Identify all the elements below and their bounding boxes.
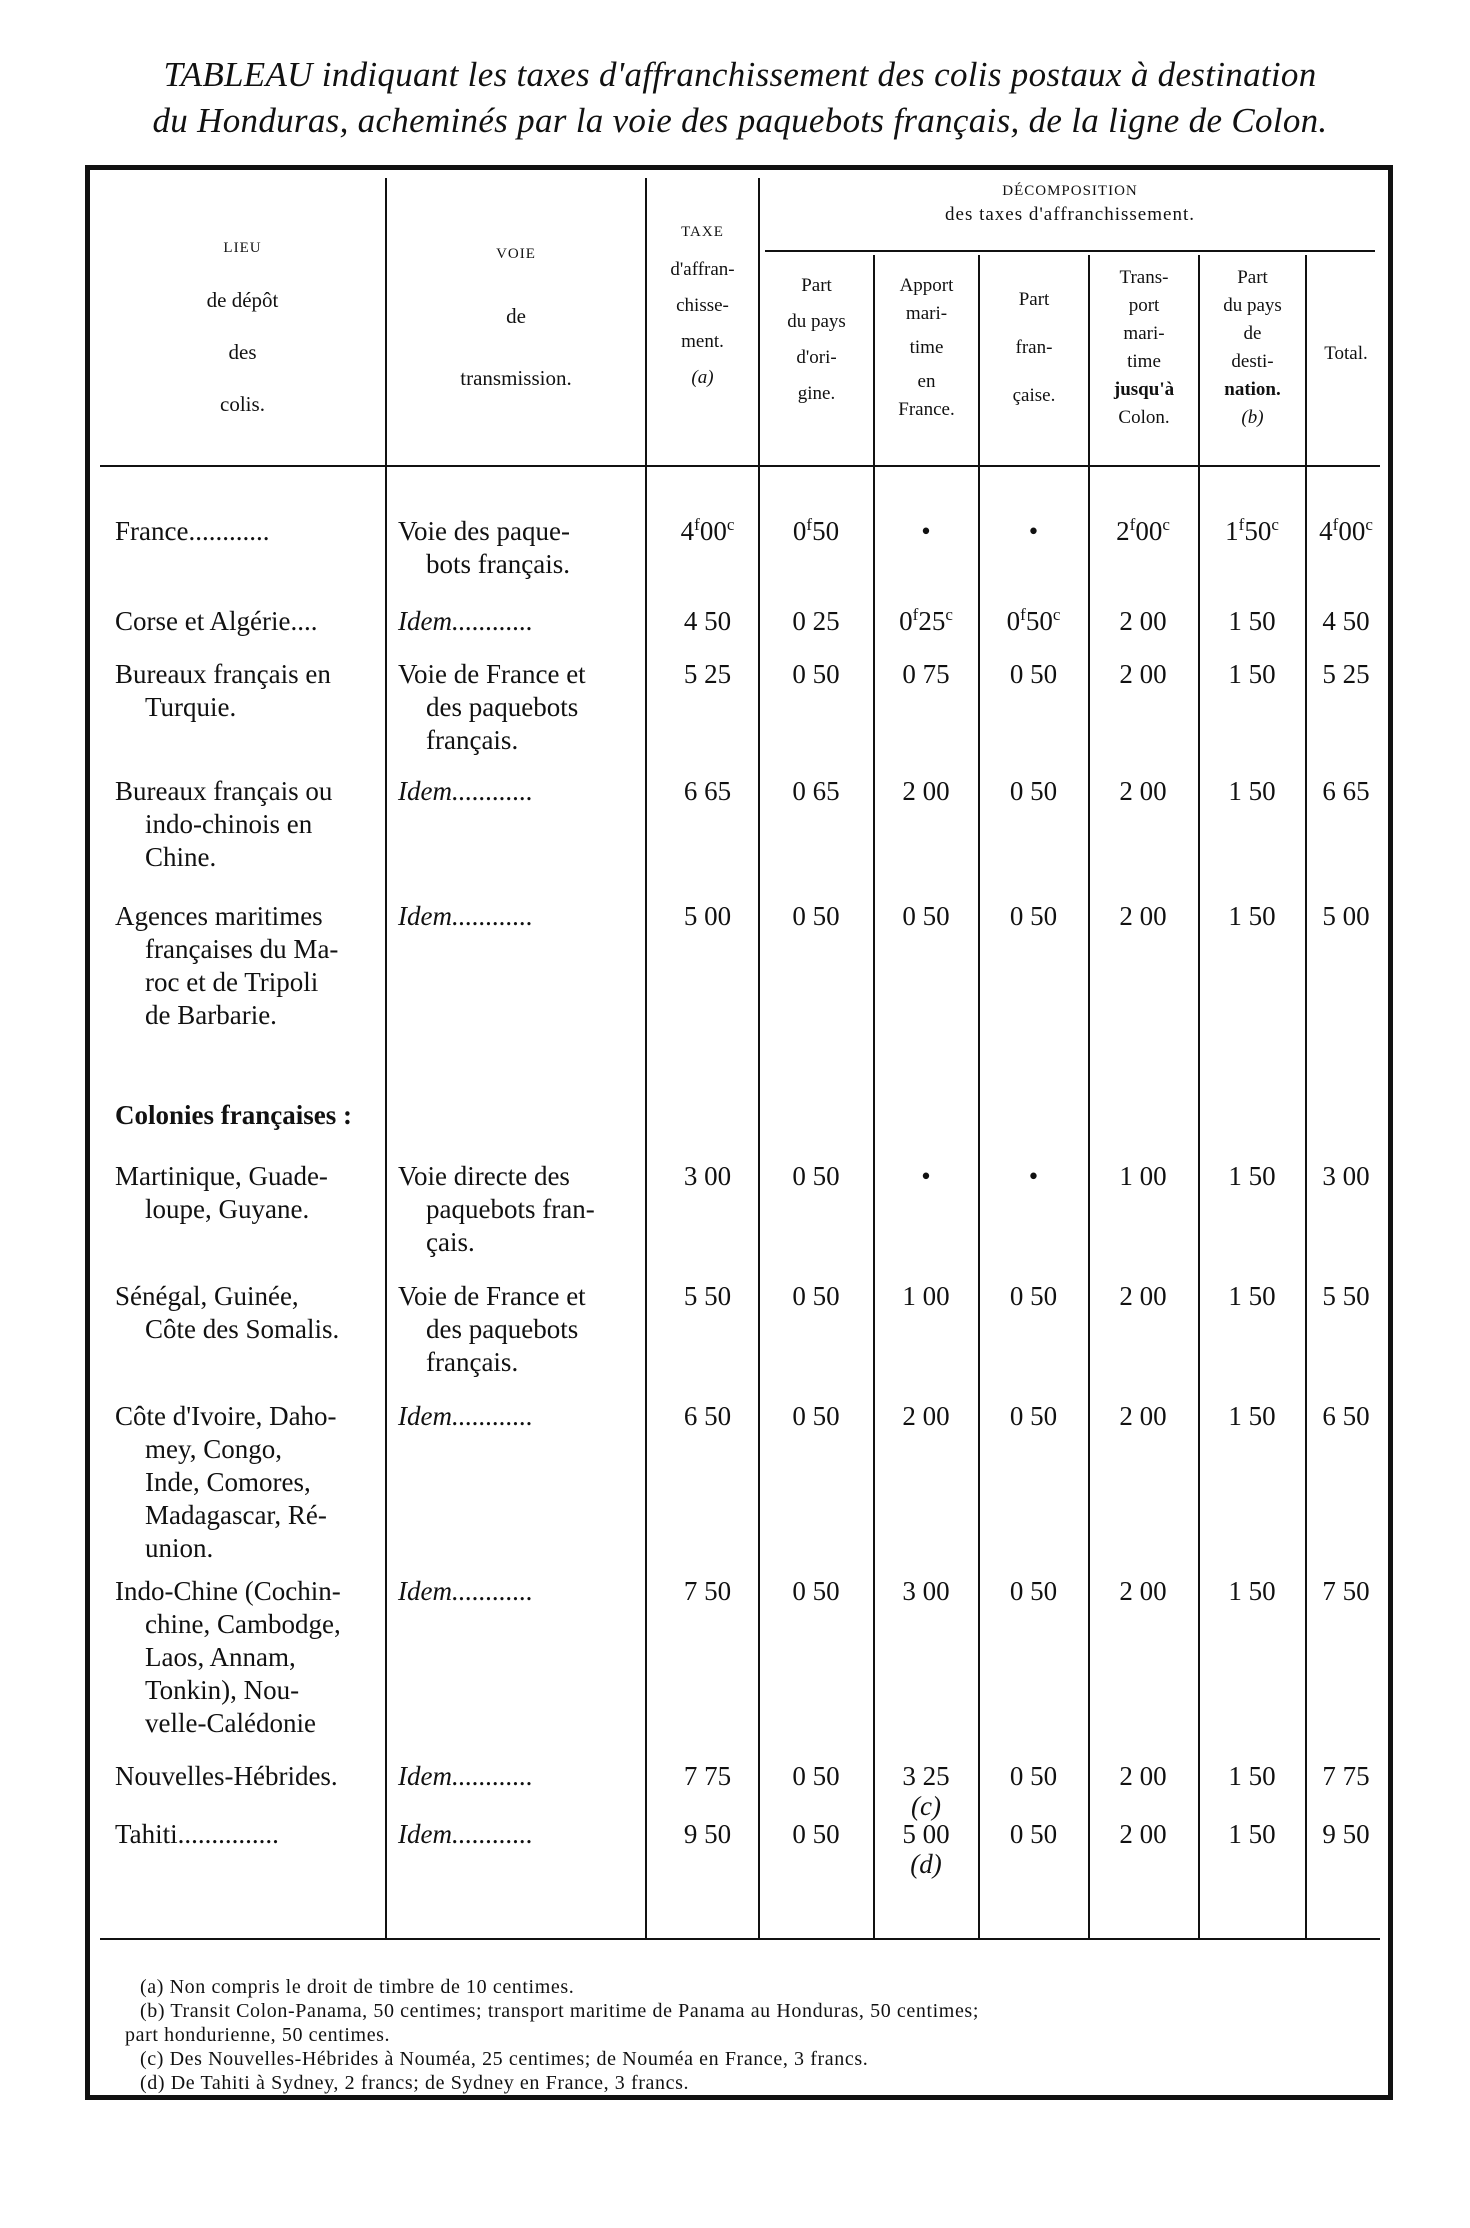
row-dest-cell: 1 50	[1228, 1281, 1276, 1311]
header-voie-3: transmission.	[460, 366, 572, 390]
row-voie-line: bots français.	[426, 549, 570, 579]
row-origine-cell: 0 50	[792, 659, 840, 689]
header-part-francaise-3: çaise.	[1012, 385, 1056, 406]
row-dest-cell: 1 50	[1228, 776, 1276, 806]
row-lieu-line: Turquie.	[145, 692, 237, 722]
row-transport-cell: 2 00	[1119, 659, 1167, 689]
row-apport-cell: 2 00	[902, 776, 950, 806]
footnote-b: (b) Transit Colon-Panama, 50 centimes; transport maritime de Panama au Honduras, 50 centimes;	[140, 2000, 979, 2022]
header-part-francaise-2: fran-	[1015, 337, 1053, 358]
header-taxe-3: chisse-	[676, 295, 729, 316]
row-total-cell: 6 50	[1322, 1401, 1370, 1431]
header-part-origine-1: Part	[801, 275, 832, 296]
header-taxe-4: ment.	[681, 331, 724, 352]
row-lieu-line: de Barbarie.	[145, 1000, 277, 1030]
header-decomposition	[760, 180, 1380, 228]
header-lieu-3: des	[228, 340, 257, 364]
col-rule	[978, 255, 980, 1940]
header-part-origine	[760, 272, 873, 408]
row-voie-line: français.	[426, 725, 519, 755]
row-lieu-line: indo-chinois en	[145, 809, 313, 839]
row-voie-line: Voie de France et	[398, 659, 586, 689]
row-taxe-cell: 9 50	[683, 1819, 732, 1849]
header-part-origine-2: du pays	[787, 311, 846, 332]
row-transport-cell: 2 00	[1119, 606, 1167, 636]
row-lieu-line: Nouvelles-Hébrides.	[115, 1761, 338, 1791]
decomposition-rule	[765, 250, 1375, 252]
row-voie-line: Idem............	[398, 1761, 533, 1791]
row-transport-cell: 2 00	[1119, 1401, 1167, 1431]
row-voie-line: Voie des paque-	[398, 516, 570, 546]
row-apport-cell: 3 25 (c)	[876, 1760, 976, 1819]
row-voie-line: paquebots fran-	[426, 1194, 595, 1224]
row-voie	[398, 1400, 643, 1433]
row-voie	[398, 1760, 643, 1793]
row-francaise-cell: •	[1028, 1161, 1039, 1191]
row-voie-line: Idem............	[398, 1819, 533, 1849]
header-taxe-5: (a)	[691, 367, 714, 388]
row-voie	[398, 775, 643, 808]
col-rule	[385, 178, 387, 1940]
row-voie-line: Idem............	[398, 606, 533, 636]
row-voie	[398, 605, 643, 638]
row-transport-cell: 2 00	[1119, 1761, 1167, 1791]
footnotes	[125, 1975, 1380, 2095]
header-decomposition-2: des taxes d'affranchissement.	[945, 204, 1195, 225]
row-origine-cell: 0 50	[792, 1401, 840, 1431]
row-apport-cell: 0$^f$25$^c$	[899, 605, 953, 636]
header-total-1: Total.	[1324, 343, 1368, 364]
row-total-cell: 6 65	[1322, 776, 1370, 806]
row-voie-line: Idem............	[398, 1576, 533, 1606]
row-taxe-cell: 5 50	[683, 1281, 732, 1311]
row-lieu-line: Laos, Annam,	[145, 1642, 296, 1672]
row-lieu	[115, 1280, 385, 1346]
header-part-dest-2: du pays	[1223, 295, 1282, 316]
row-apport-cell: 3 00	[902, 1576, 950, 1606]
row-lieu-line: Chine.	[145, 842, 217, 872]
row-francaise-cell: 0$^f$50$^c$	[1006, 605, 1061, 636]
footnote-b-cont: part hondurienne, 50 centimes.	[125, 2024, 391, 2046]
header-transport-2: port	[1128, 295, 1160, 316]
row-taxe-cell: 6 65	[683, 776, 732, 806]
row-taxe-cell: 4$^f$00$^c$	[680, 515, 735, 546]
header-transport-5: jusqu'à	[1113, 379, 1175, 400]
header-voie	[387, 238, 645, 394]
header-part-dest	[1200, 264, 1305, 432]
row-lieu-line: roc et de Tripoli	[145, 967, 319, 997]
header-apport-1: Apport	[899, 275, 954, 296]
row-transport-cell: 2$^f$00$^c$	[1116, 515, 1170, 546]
row-lieu-line: françaises du Ma-	[145, 934, 339, 964]
row-dest-cell: 1 50	[1228, 1576, 1276, 1606]
header-voie-1: VOIE	[496, 246, 536, 262]
row-origine-cell: 0 50	[792, 1819, 840, 1849]
row-voie-line: Idem............	[398, 776, 533, 806]
row-lieu	[115, 900, 385, 1032]
row-taxe-cell: 7 50	[683, 1576, 732, 1606]
row-origine-cell: 0 65	[792, 776, 840, 806]
header-taxe	[647, 218, 758, 392]
col-rule	[1305, 255, 1307, 1940]
row-taxe-cell: 5 25	[683, 659, 732, 689]
col-rule	[758, 178, 760, 1940]
row-lieu	[115, 605, 385, 638]
header-part-origine-3: d'ori-	[796, 347, 837, 368]
row-apport-cell: 1 00	[902, 1281, 950, 1311]
row-voie	[398, 1818, 643, 1851]
row-francaise-cell: 0 50	[1009, 1281, 1058, 1311]
row-lieu-line: union.	[145, 1533, 214, 1563]
row-voie	[398, 900, 643, 933]
row-lieu	[115, 1818, 385, 1851]
header-taxe-2: d'affran-	[670, 259, 735, 280]
col-rule	[1088, 255, 1090, 1940]
row-dest-cell: 1 50	[1228, 901, 1276, 931]
header-rule	[100, 465, 1380, 467]
row-total-cell: 5 25	[1322, 659, 1370, 689]
row-lieu	[115, 1575, 385, 1740]
row-dest-cell: 1$^f$50$^c$	[1225, 515, 1279, 546]
row-voie-line: des paquebots	[426, 692, 579, 722]
row-voie-line: Voie de France et	[398, 1281, 586, 1311]
header-apport-5: France.	[898, 399, 955, 420]
row-francaise-cell: 0 50	[1009, 1401, 1058, 1431]
row-lieu-line: Martinique, Guade-	[115, 1161, 328, 1191]
row-dest-cell: 1 50	[1228, 659, 1276, 689]
apport-footnote-ref: (c)	[911, 1791, 941, 1821]
row-transport-cell: 2 00	[1119, 901, 1167, 931]
row-apport-cell: 0 50	[902, 901, 950, 931]
header-decomposition-1: DÉCOMPOSITION	[1002, 183, 1138, 199]
row-lieu	[115, 1760, 385, 1793]
section-colonies: Colonies françaises :	[115, 1100, 352, 1130]
row-voie	[398, 658, 643, 757]
row-voie-line: Idem............	[398, 901, 533, 931]
header-part-dest-3: de	[1243, 323, 1262, 344]
row-taxe-cell: 5 00	[683, 901, 732, 931]
header-apport-2: mari-	[905, 303, 948, 324]
row-lieu-line: Bureaux français ou	[115, 776, 333, 806]
row-lieu-line: chine, Cambodge,	[145, 1609, 341, 1639]
header-apport	[875, 272, 978, 424]
row-taxe-cell: 7 75	[683, 1761, 732, 1791]
header-total	[1307, 340, 1385, 368]
row-dest-cell: 1 50	[1228, 606, 1276, 636]
row-lieu-line: Indo-Chine (Cochin-	[115, 1576, 341, 1606]
table-frame	[85, 165, 1393, 2100]
row-apport-cell: 5 00 (d)	[876, 1818, 976, 1877]
row-voie	[398, 1280, 643, 1379]
col-rule	[645, 178, 647, 1940]
col-rule	[873, 255, 875, 1940]
header-voie-2: de	[506, 304, 526, 328]
apport-footnote-ref: (d)	[910, 1849, 942, 1879]
row-total-cell: 3 00	[1322, 1161, 1370, 1191]
header-transport-6: Colon.	[1118, 407, 1170, 428]
row-voie	[398, 1160, 643, 1259]
row-transport-cell: 1 00	[1119, 1161, 1167, 1191]
row-lieu-line: loupe, Guyane.	[145, 1194, 310, 1224]
header-transport-1: Trans-	[1119, 267, 1169, 288]
header-transport	[1090, 264, 1198, 432]
header-part-dest-4: desti-	[1231, 351, 1274, 372]
row-lieu	[115, 515, 385, 548]
row-apport-cell: •	[921, 1161, 931, 1191]
row-taxe-cell: 6 50	[683, 1401, 732, 1431]
row-lieu-line: Côte d'Ivoire, Daho-	[115, 1401, 337, 1431]
row-lieu-line: Côte des Somalis.	[145, 1314, 340, 1344]
row-origine-cell: 0$^f$50	[792, 515, 840, 546]
notes-rule	[100, 1938, 1380, 1940]
row-origine-cell: 0 50	[792, 1576, 840, 1606]
header-lieu-1: LIEU	[223, 240, 262, 256]
row-total-cell: 4$^f$00$^c$	[1319, 515, 1373, 546]
row-origine-cell: 0 50	[792, 1161, 840, 1191]
header-part-francaise	[980, 286, 1088, 410]
row-dest-cell: 1 50	[1228, 1819, 1276, 1849]
row-transport-cell: 2 00	[1119, 1281, 1167, 1311]
row-transport-cell: 2 00	[1119, 1576, 1167, 1606]
row-total-cell: 7 50	[1322, 1576, 1370, 1606]
row-origine-cell: 0 50	[792, 901, 840, 931]
row-total-cell: 9 50	[1322, 1819, 1370, 1849]
header-apport-4: en	[917, 371, 936, 392]
row-lieu-line: Madagascar, Ré-	[145, 1500, 327, 1530]
row-voie	[398, 1575, 643, 1608]
row-lieu	[115, 658, 385, 724]
row-francaise-cell: 0 50	[1009, 776, 1058, 806]
row-dest-cell: 1 50	[1228, 1161, 1276, 1191]
row-francaise-cell: 0 50	[1009, 1819, 1058, 1849]
row-transport-cell: 2 00	[1119, 1819, 1167, 1849]
header-part-origine-4: gine.	[797, 383, 836, 404]
header-part-dest-5: nation.	[1224, 379, 1281, 400]
header-part-dest-1: Part	[1237, 267, 1268, 288]
title-line-1: TABLEAU indiquant les taxes d'affranchissement des colis postaux à destination	[163, 55, 1317, 94]
row-lieu-line: Tonkin), Nou-	[145, 1675, 300, 1705]
row-origine-cell: 0 50	[792, 1761, 840, 1791]
header-lieu-4: colis.	[220, 392, 265, 416]
row-lieu-line: mey, Congo,	[145, 1434, 282, 1464]
row-total-cell: 5 50	[1322, 1281, 1370, 1311]
row-total-cell: 7 75	[1322, 1761, 1370, 1791]
row-lieu-line: Bureaux français en	[115, 659, 331, 689]
title-line-2: du Honduras, acheminés par la voie des paquebots français, de la ligne de Colon.	[152, 101, 1328, 140]
row-francaise-cell: 0 50	[1009, 901, 1058, 931]
row-apport-cell: 2 00	[902, 1401, 950, 1431]
row-voie-line: Idem............	[398, 1401, 533, 1431]
header-part-francaise-1: Part	[1018, 289, 1050, 310]
row-apport-cell: 0 75	[902, 659, 950, 689]
row-total-cell: 4 50	[1322, 606, 1370, 636]
header-part-dest-6: (b)	[1241, 407, 1264, 428]
row-voie	[398, 515, 643, 581]
footnote-a: (a) Non compris le droit de timbre de 10 centimes.	[140, 1976, 575, 1998]
row-lieu-line: France............	[115, 516, 270, 546]
header-transport-3: mari-	[1123, 323, 1165, 344]
row-apport-cell: •	[921, 516, 931, 546]
row-total-cell: 5 00	[1322, 901, 1370, 931]
row-lieu	[115, 1400, 385, 1565]
row-francaise-cell: 0 50	[1009, 659, 1058, 689]
row-lieu-line: Tahiti...............	[115, 1819, 279, 1849]
col-rule	[1198, 255, 1200, 1940]
header-lieu-2: de dépôt	[206, 288, 279, 312]
page-title	[90, 52, 1390, 144]
row-lieu	[115, 775, 385, 874]
row-transport-cell: 2 00	[1119, 776, 1167, 806]
row-taxe-cell: 3 00	[683, 1161, 732, 1191]
row-voie-line: çais.	[426, 1227, 475, 1257]
row-origine-cell: 0 50	[792, 1281, 840, 1311]
row-voie-line: français.	[426, 1347, 519, 1377]
header-taxe-1: TAXE	[681, 224, 724, 240]
row-lieu-line: Agences maritimes	[115, 901, 323, 931]
row-francaise-cell: •	[1028, 516, 1039, 546]
header-lieu	[100, 232, 385, 420]
row-lieu-line: Sénégal, Guinée,	[115, 1281, 299, 1311]
row-voie-line: Voie directe des	[398, 1161, 570, 1191]
footnote-d: (d) De Tahiti à Sydney, 2 francs; de Sydney en France, 3 francs.	[140, 2072, 690, 2094]
row-dest-cell: 1 50	[1228, 1761, 1276, 1791]
row-taxe-cell: 4 50	[683, 606, 732, 636]
row-francaise-cell: 0 50	[1009, 1761, 1058, 1791]
row-lieu-line: Inde, Comores,	[145, 1467, 311, 1497]
header-transport-4: time	[1127, 351, 1161, 372]
footnote-c: (c) Des Nouvelles-Hébrides à Nouméa, 25 centimes; de Nouméa en France, 3 francs.	[140, 2048, 869, 2070]
row-francaise-cell: 0 50	[1009, 1576, 1058, 1606]
row-voie-line: des paquebots	[426, 1314, 579, 1344]
row-lieu-line: velle-Calédonie	[145, 1708, 316, 1738]
header-apport-3: time	[909, 337, 944, 358]
row-dest-cell: 1 50	[1228, 1401, 1276, 1431]
row-lieu	[115, 1160, 385, 1226]
row-lieu-line: Corse et Algérie....	[115, 606, 318, 636]
row-origine-cell: 0 25	[792, 606, 840, 636]
